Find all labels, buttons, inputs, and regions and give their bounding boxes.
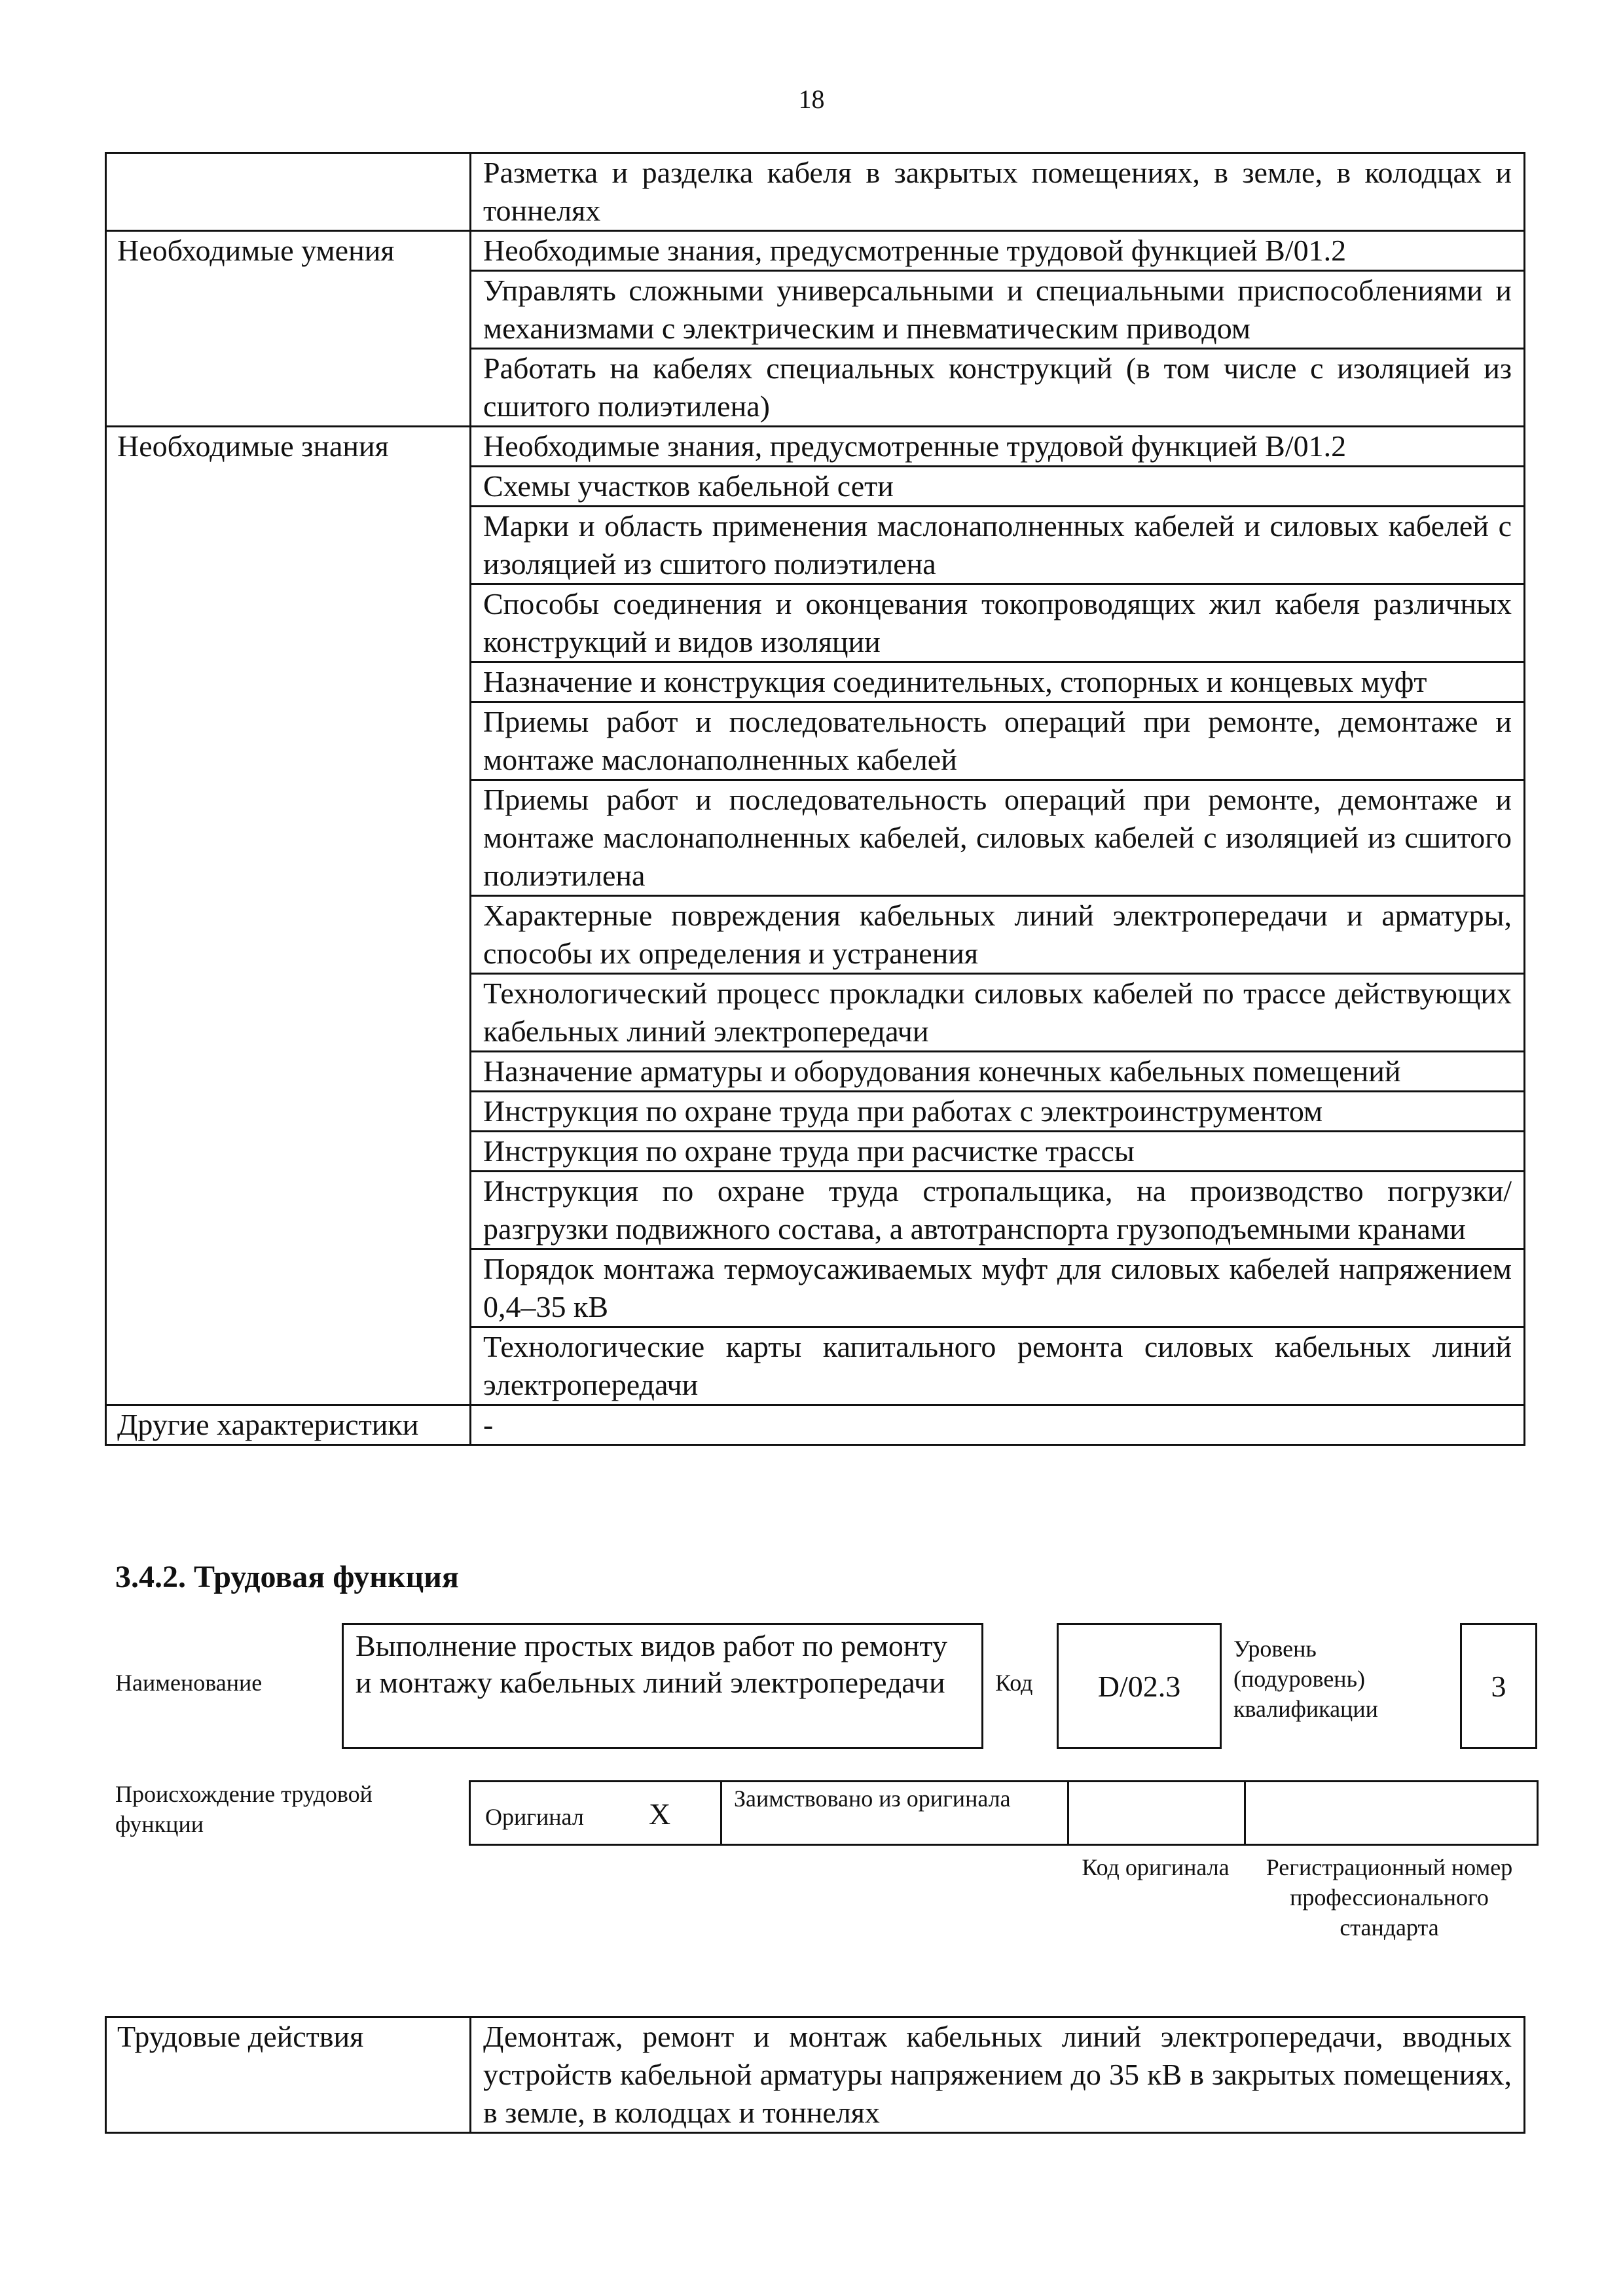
row-item: Инструкция по охране труда стропальщика, на производство погрузки/разгрузки подвижного состава, а автотранспорта грузоподъемными кранами — [471, 1172, 1525, 1249]
function-name-box — [342, 1623, 983, 1749]
row-item: Марки и область применения маслонаполненных кабелей и силовых кабелей с изоляцией из сшитого полиэтилена — [471, 507, 1525, 584]
row-item: - — [471, 1405, 1525, 1445]
row-item: Инструкция по охране труда при расчистке трассы — [471, 1132, 1525, 1172]
function-code-box — [1057, 1623, 1222, 1749]
row-item: Приемы работ и последовательность операций при ремонте, демонтаже и монтаже маслонаполненных кабелей — [471, 702, 1525, 780]
origin-label: Происхождение трудовой функции — [115, 1781, 373, 1837]
code-caption: Код оригинала — [1082, 1854, 1230, 1880]
name-label: Наименование — [115, 1670, 263, 1696]
row-item: Технологический процесс прокладки силовых кабелей по трассе действующих кабельных линий электропередачи — [471, 974, 1525, 1052]
row-item: Необходимые знания, предусмотренные трудовой функцией B/01.2 — [471, 427, 1525, 467]
row-item: Порядок монтажа термоусаживаемых муфт для силовых кабелей напряжением 0,4–35 кВ — [471, 1249, 1525, 1327]
reg-number-cell — [1246, 1782, 1537, 1844]
original-code-cell — [1069, 1782, 1246, 1844]
borrowed-cell — [722, 1782, 1069, 1844]
row-item: Характерные повреждения кабельных линий электропередачи и арматуры, способы их определения и устранения — [471, 896, 1525, 974]
reg-caption: Регистрационный номер профессионального стандарта — [1266, 1854, 1513, 1941]
row-item: Разметка и разделка кабеля в закрытых помещениях, в земле, в колодцах и тоннелях — [471, 153, 1525, 231]
row-item: Инструкция по охране труда при работах с электроинструментом — [471, 1092, 1525, 1132]
row-item: Технологические карты капитального ремонта силовых кабельных линий электропередачи — [471, 1327, 1525, 1405]
function-code: D/02.3 — [1097, 1669, 1181, 1703]
origin-row — [469, 1780, 1539, 1846]
page-number: 18 — [798, 84, 825, 114]
row-item: Работать на кабелях специальных конструкций (в том числе с изоляцией из сшитого полиэтилена) — [471, 349, 1525, 427]
actions-table — [105, 2016, 1525, 2134]
table-row — [106, 1405, 1525, 1445]
row-item: Назначение и конструкция соединительных, стопорных и концевых муфт — [471, 662, 1525, 702]
row-item: Приемы работ и последовательность операций при ремонте, демонтаже и монтаже маслонаполненных кабелей, силовых кабелей с изоляцией из сшитого полиэтилена — [471, 780, 1525, 896]
level-label: Уровень (подуровень) квалификации — [1233, 1636, 1378, 1722]
section-heading: 3.4.2. Трудовая функция — [115, 1560, 459, 1594]
row-label: Необходимые умения — [106, 231, 471, 427]
table-row — [106, 427, 1525, 467]
table-row — [106, 2017, 1525, 2133]
row-item: Необходимые знания, предусмотренные трудовой функцией B/01.2 — [471, 231, 1525, 271]
original-mark: X — [649, 1797, 671, 1831]
requirements-table — [105, 152, 1525, 1446]
row-item: Схемы участков кабельной сети — [471, 467, 1525, 507]
borrowed-label: Заимствовано из оригинала — [734, 1785, 1011, 1812]
row-item: Способы соединения и оконцевания токопроводящих жил кабеля различных конструкций и видов изоляции — [471, 584, 1525, 662]
row-item: Назначение арматуры и оборудования конечных кабельных помещений — [471, 1052, 1525, 1092]
original-cell — [471, 1782, 722, 1844]
table-row — [106, 153, 1525, 231]
function-name: Выполнение простых видов работ по ремонту и монтажу кабельных линий электропередачи — [356, 1629, 947, 1699]
actions-label: Трудовые действия — [106, 2017, 471, 2133]
actions-text: Демонтаж, ремонт и монтаж кабельных линий электропередачи, вводных устройств кабельной арматуры напряжением до 35 кВ в закрытых помещениях, в земле, в колодцах и тоннелях — [471, 2017, 1525, 2133]
level-box — [1460, 1623, 1537, 1749]
row-label — [106, 153, 471, 231]
original-label: Оригинал — [485, 1804, 584, 1830]
row-item: Управлять сложными универсальными и специальными приспособлениями и механизмами с электрическим и пневматическим приводом — [471, 271, 1525, 349]
level-value: 3 — [1491, 1669, 1506, 1703]
code-label: Код — [995, 1670, 1033, 1696]
row-label: Необходимые знания — [106, 427, 471, 1405]
table-row — [106, 231, 1525, 271]
row-label: Другие характеристики — [106, 1405, 471, 1445]
